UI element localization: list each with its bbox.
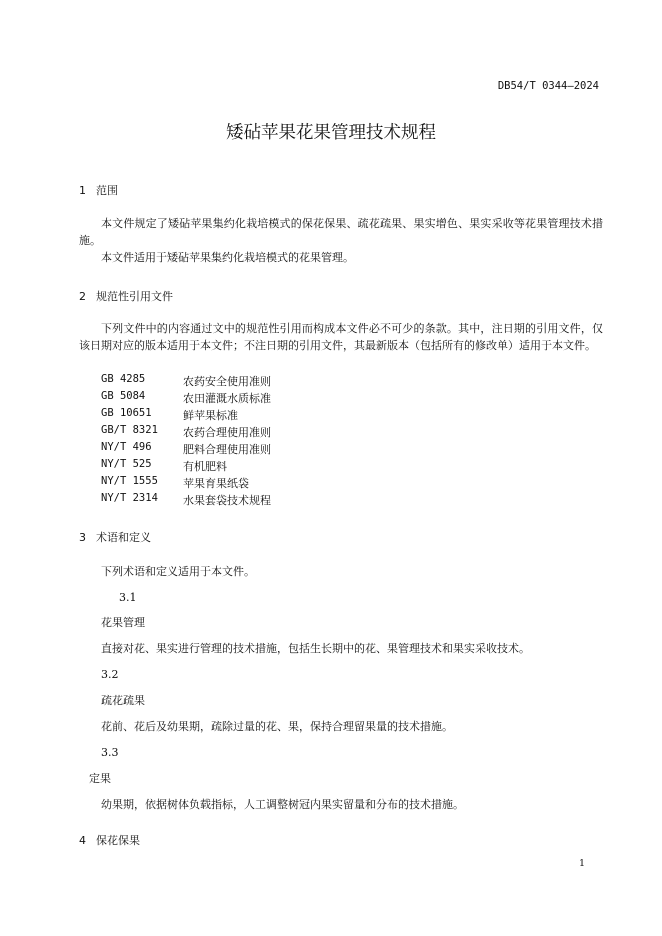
section-title: 保花保果: [96, 834, 140, 847]
term-definition: 花前、花后及幼果期，疏除过量的花、果，保持合理留果量的技术措施。: [101, 720, 453, 733]
section-3-heading: [79, 529, 151, 545]
section-4-heading: [79, 832, 140, 848]
reference-title: 鲜苹果标准: [183, 409, 238, 422]
section-title: 术语和定义: [96, 531, 151, 544]
reference-title: 苹果育果纸袋: [183, 477, 249, 490]
term-definition: 直接对花、果实进行管理的技术措施，包括生长期中的花、果管理技术和果实采收技术。: [101, 642, 530, 655]
section-1-heading: [79, 182, 118, 198]
term-number: 3.2: [101, 668, 119, 681]
reference-code: GB 4285: [101, 373, 146, 385]
section-number: 3: [79, 531, 86, 544]
standard-number: DB54/T 0344—2024: [497, 80, 599, 92]
reference-title: 水果套袋技术规程: [183, 494, 271, 507]
paragraph: 本文件适用于矮砧苹果集约化栽培模式的花果管理。: [101, 251, 354, 264]
section-title: 规范性引用文件: [96, 290, 173, 303]
reference-title: 农药合理使用准则: [183, 426, 271, 439]
term-name: 疏花疏果: [101, 694, 145, 707]
term-name: 花果管理: [101, 616, 145, 629]
section-title: 范围: [96, 184, 118, 197]
section-2-heading: [79, 288, 173, 304]
reference-code: GB/T 8321: [101, 424, 158, 436]
term-number: 3.3: [101, 746, 119, 759]
document-title: 矮砧苹果花果管理技术规程: [226, 123, 436, 143]
reference-title: 肥料合理使用准则: [183, 443, 271, 456]
section-number: 2: [79, 290, 86, 303]
reference-code: NY/T 1555: [101, 475, 158, 487]
paragraph: 本文件规定了矮砧苹果集约化栽培模式的保花保果、疏花疏果、果实增色、果实采收等花果管理技术措施。: [79, 217, 603, 247]
reference-code: GB 5084: [101, 390, 146, 402]
paragraph: 下列文件中的内容通过文中的规范性引用而构成本文件必不可少的条款。其中，注日期的引用文件，仅该日期对应的版本适用于本文件；不注日期的引用文件，其最新版本（包括所有的修改单）适用于本文件。: [79, 322, 603, 352]
reference-title: 农田灌溉水质标准: [183, 392, 271, 405]
reference-code: NY/T 496: [101, 441, 152, 453]
reference-code: GB 10651: [101, 407, 152, 419]
reference-code: NY/T 525: [101, 458, 152, 470]
section-number: 4: [79, 834, 86, 847]
reference-title: 有机肥料: [183, 460, 227, 473]
term-definition: 幼果期，依据树体负载指标，人工调整树冠内果实留量和分布的技术措施。: [101, 798, 464, 811]
page-number: 1: [578, 858, 585, 869]
reference-code: NY/T 2314: [101, 492, 158, 504]
reference-title: 农药安全使用准则: [183, 375, 271, 388]
term-name: 定果: [89, 772, 111, 785]
term-number: 3.1: [119, 591, 137, 604]
section-number: 1: [79, 184, 86, 197]
terms-intro: 下列术语和定义适用于本文件。: [101, 565, 255, 578]
